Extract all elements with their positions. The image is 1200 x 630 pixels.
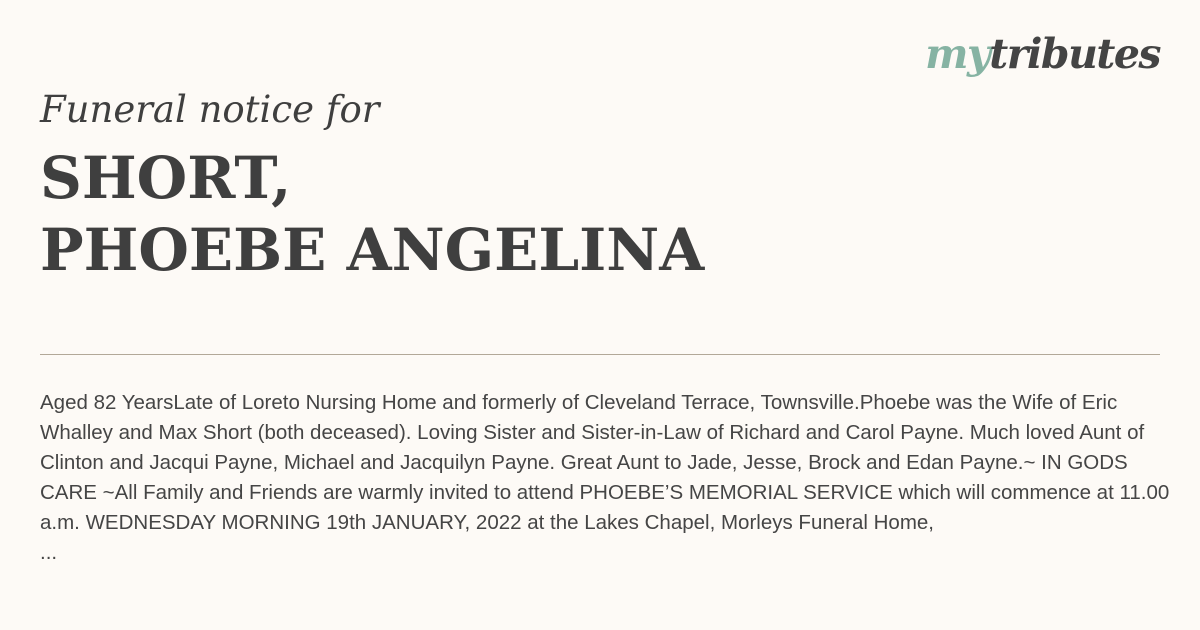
deceased-surname: SHORT, xyxy=(40,144,292,212)
section-divider xyxy=(40,354,1160,355)
mytributes-logo[interactable] xyxy=(925,30,1160,78)
deceased-given-names: PHOEBE ANGELINA xyxy=(40,216,705,284)
notice-prefix-heading: Funeral notice for xyxy=(40,88,380,131)
notice-truncation-ellipsis: ... xyxy=(40,541,58,564)
deceased-name-heading xyxy=(40,142,704,286)
notice-body-text xyxy=(40,388,1180,568)
logo-my-text: my xyxy=(925,30,990,78)
notice-body-content: Aged 82 YearsLate of Loreto Nursing Home and formerly of Cleveland Terrace, Townsville.Phoebe was the Wife of Eric Whalley and Max Short (both deceased). Loving Sister and Sister-in-Law of Richard and Carol Payne. Much loved Aunt of Clinton and Jacqui Payne, Michael and Jacquilyn Payne. Great Aunt to Jade, Jesse, Brock and Edan Payne.~ IN GODS CARE ~All Family and Friends are warmly invited to attend PHOEBE’S MEMORIAL SERVICE which will commence at 11.00 a.m. WEDNESDAY MORNING 19th JANUARY, 2022 at the Lakes Chapel, Morleys Funeral Home, xyxy=(40,391,1170,534)
logo-tributes-text: tributes xyxy=(989,30,1160,78)
